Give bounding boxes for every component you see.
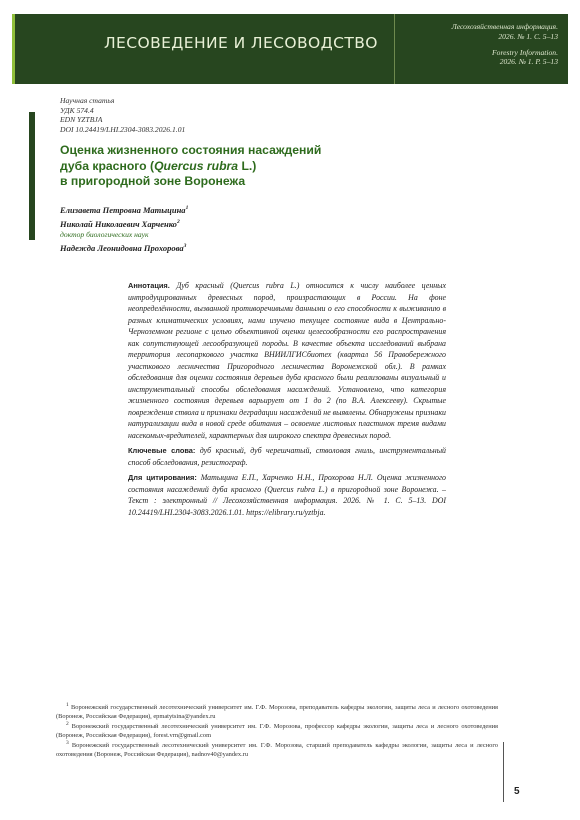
keywords bbox=[128, 445, 446, 468]
article-type: Научная статья bbox=[60, 96, 115, 105]
article-title bbox=[60, 143, 380, 190]
section-title: ЛЕСОВЕДЕНИЕ И ЛЕСОВОДСТВО bbox=[104, 34, 378, 52]
footnote-1: $^1$ Воронежский государственный лесотехнический университет им. Г.Ф. Морозова, преподаватель кафедры экологии, защиты леса и лесного охотоведения (Воронеж, Российская Федерация), epmatytsina@yandex.ru bbox=[56, 701, 498, 721]
author-1: Елизавета Петровна Матыцина$^1$ bbox=[60, 205, 189, 215]
footnotes bbox=[56, 703, 498, 759]
keywords-label: Ключевые слова: bbox=[128, 446, 196, 455]
abstract-text: Дуб красный (Quercus rubra L.) относится к числу наиболее ценных интродуцированных древесных пород, произрастающих в России. На фоне неопределённости, вызванной противоречивыми данными о его способности к выживанию в разных климатических условиях, нами изучено текущее состояние вида в Центрально-Черноземном регионе с целью объективной оценки целесообразности его распространения как сопутствующей лесообразующей породы. В качестве объекта исследований выбрана территория лесопаркового участка ВНИИЛГИСбиотех (квартал 56 Правобережного участкового лесничества Пригородного лесничества Воронежской обл.). В рамках обследования для оценки состояния деревьев дуба красного были реализованы визуальный и инструментальный способы обследования насаждений. Установлено, что категория жизненного состояния деревьев варьирует от 1 до 2 (по В.А. Алексееву). Скрытые повреждения ствола и признаки деградации насаждений не выявлены. Обнаружены признаки натурализации вида в новой среде обитания – освоение листовых пластинок тремя видами насекомых-вредителей, характерных для широкого спектра древесных пород. bbox=[128, 281, 446, 440]
footnote-2: $^2$ Воронежский государственный лесотехнический университет им. Г.Ф. Морозова, профессор кафедры экологии, защиты леса и лесного охотоведения (Воронеж, Российская Федерация), forest.vrn@gmail.com bbox=[56, 720, 498, 740]
citation-en-line2: 2026. № 1. P. 5–13 bbox=[499, 57, 558, 67]
citation-ru-line2: 2026. № 1. С. 5–13 bbox=[498, 31, 558, 41]
how-to-cite bbox=[128, 472, 446, 518]
author-3: Надежда Леонидовна Прохорова$^3$ bbox=[60, 243, 187, 253]
citation-en-line1: Forestry Information. bbox=[492, 47, 558, 57]
abstract-label: Аннотация. bbox=[128, 281, 170, 290]
title-side-bar bbox=[29, 112, 35, 240]
abstract bbox=[128, 280, 446, 441]
citation-ru-line1: Лесохозяйственная информация. bbox=[451, 22, 558, 31]
doi: DOI 10.24419/LHI.2304-3083.2026.1.01 bbox=[60, 124, 186, 134]
article-meta bbox=[60, 96, 185, 134]
citation-text: Матыцина Е.П., Харченко Н.Н., Прохорова Н.Л. Оценка жизненного состояния насаждений дуба красного (Quercus rubra L.) в пригородной зоне Воронежа. – Текст : электронный // Лесохозяйственная информация. 2026. № 1. С. 5–13. DOI 10.24419/LHI.2304-3083.2026.1.01. https://elibrary.ru/yztbja. bbox=[128, 473, 446, 517]
header-accent-stripe bbox=[12, 14, 15, 84]
keywords-text: дуб красный, дуб черешчатый, стволовая гниль, инструментальный способ обследования, резистограф. bbox=[128, 446, 446, 467]
author-2-degree: доктор биологических наук bbox=[60, 230, 149, 239]
page-number-rule bbox=[503, 742, 504, 802]
title-line-2: дуба красного (Quercus rubra L.) bbox=[60, 158, 257, 173]
header-divider bbox=[394, 14, 395, 84]
title-line-3: в пригородной зоне Воронежа bbox=[60, 174, 246, 189]
latin-species-name: Quercus rubra bbox=[154, 158, 239, 173]
udc: УДК 574.4 bbox=[60, 105, 94, 115]
page-number: 5 bbox=[514, 786, 520, 797]
journal-citation bbox=[452, 22, 558, 67]
footnote-3: $^3$ Воронежский государственный лесотехнический университет им. Г.Ф. Морозова, старший преподаватель кафедры экологии, защиты леса и лесного охотоведения (Воронеж, Российская Федерация), nadnov40@yandex.ru bbox=[56, 739, 498, 759]
authors-block bbox=[60, 205, 188, 254]
citation-label: Для цитирования: bbox=[128, 473, 197, 482]
title-line-1: Оценка жизненного состояния насаждений bbox=[60, 143, 322, 157]
edn: EDN YZTBJA bbox=[60, 115, 103, 125]
abstract-block bbox=[128, 280, 446, 522]
author-2: Николай Николаевич Харченко$^2$ bbox=[60, 219, 180, 229]
